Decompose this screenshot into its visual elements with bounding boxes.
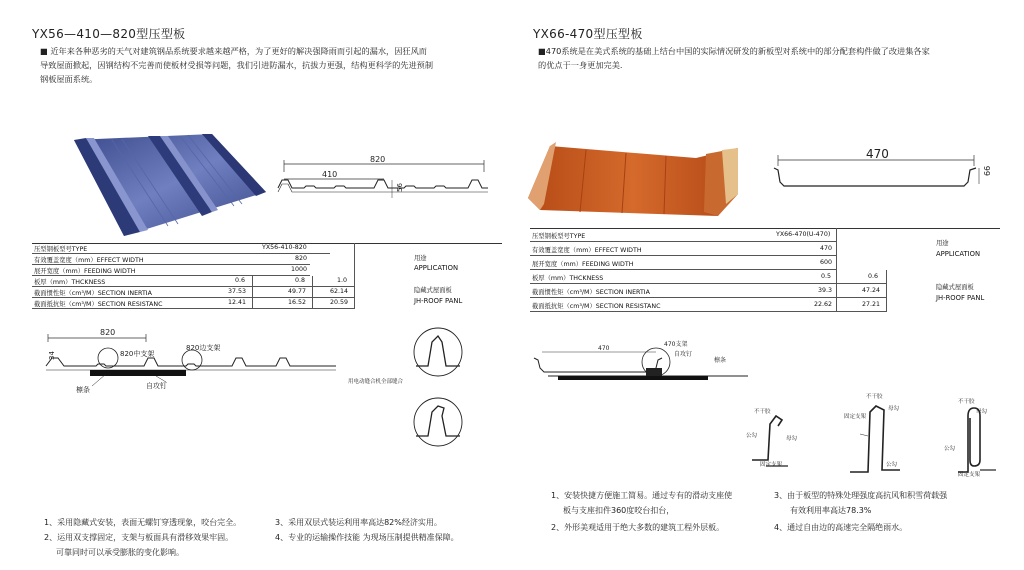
left-intro-line: 导致屋面掀起，因钢结构不完善而使板材受损等问题，我们引进防漏水，抗拔力更强，结构更科学的先进预制 bbox=[40, 60, 434, 70]
spec-resist-label: 截面抵抗矩（cm³/M）SECTION RESISTANC bbox=[34, 301, 163, 308]
yx66-seam-detail-c bbox=[944, 400, 1004, 480]
spec-inertia-label: 截面惯性矩（cm³/M）SECTION INERTIA bbox=[34, 290, 152, 297]
right-title: YX66-470型压型板 bbox=[533, 27, 643, 41]
spec-row-feeding: 展开宽度（mm）FEEDING WIDTH 600 bbox=[530, 256, 836, 270]
spec-row-thickness: 板厚（mm）THCKNESS 0.6 0.8 1.0 bbox=[32, 276, 354, 287]
left-note-3: 3、采用双层式装运利用率高达82%经济实用。 bbox=[275, 518, 442, 527]
install-height: 34 bbox=[48, 351, 56, 360]
spec-row-effect bbox=[32, 254, 310, 265]
seam-machine-note: 用电动缝合机全部缝合 bbox=[348, 379, 404, 385]
right-intro-line: ■470系统是在美式系统的基础上结台中国的实际情况研发的新板型对系统中的部分配套构件做了改进集各家 bbox=[538, 46, 930, 56]
seam-a-hook: 公勾 bbox=[746, 433, 758, 439]
right-note-1b: 板与支座扣件360度咬台扣台， bbox=[563, 506, 675, 515]
spec-thickness-label: 板厚（mm）THCKNESS bbox=[34, 279, 106, 286]
seam-b-male: 公勾 bbox=[886, 462, 898, 468]
seam-c-hook: 公勾 bbox=[944, 446, 956, 452]
profile-total-dim: 820 bbox=[370, 155, 386, 164]
spec-roof-en: JH-ROOF PANL bbox=[414, 297, 463, 305]
install470-bracket: 470支架 bbox=[664, 341, 688, 348]
left-intro bbox=[40, 44, 433, 86]
spec-use-cn: 用途 bbox=[414, 255, 427, 262]
spec-use-en: APPLICATION bbox=[414, 264, 459, 272]
spec-row-resist: 截面抵抗矩（cm³/M）SECTION RESISTANC 22.62 27.21 bbox=[530, 298, 886, 312]
profile-rib-dim: 410 bbox=[322, 170, 338, 179]
left-note-1: 1、采用隐藏式安装，表面无螺钉穿透现象，咬台完全。 bbox=[44, 518, 242, 527]
seam-c-female: 母勾 bbox=[976, 409, 988, 415]
yx56-seam-detail bbox=[402, 324, 474, 452]
spec-row-inertia: 截面惯性矩（cm³/M）SECTION INERTIA 37.53 49.77 62.14 bbox=[32, 287, 354, 298]
spec-row-thickness: 板厚（mm）THCKNESS 0.5 0.6 bbox=[530, 270, 886, 284]
profile-width-dim: 470 bbox=[866, 147, 889, 161]
install470-width: 470 bbox=[598, 345, 610, 352]
spec-row-model bbox=[32, 243, 330, 254]
left-note-2b: 可靠同时可以承受膨胀的变化影响。 bbox=[56, 548, 184, 557]
spec-row-effect: 有效覆盖宽度（mm）EFFECT WIDTH 470 bbox=[530, 242, 836, 256]
right-note-3: 3、由于板型的特殊处理强度高抗风和积雪荷载强 bbox=[774, 491, 948, 500]
left-intro-line: ■ 近年来各种恶劣的天气对建筑钢品系统要求越来越严格，为了更好的解决强降雨而引起的漏水，因狂风而 bbox=[40, 46, 427, 56]
yx56-spec-table bbox=[32, 243, 502, 313]
seam-a-no-bend: 不干胶 bbox=[754, 409, 771, 415]
install470-screw: 自攻钉 bbox=[674, 351, 693, 358]
right-intro bbox=[538, 44, 930, 72]
spec-feeding-value: 1000 bbox=[291, 266, 308, 273]
install-width: 820 bbox=[100, 328, 116, 337]
spec-row-feeding bbox=[32, 265, 310, 276]
seam-c-bracket: 固定支架 bbox=[958, 472, 981, 478]
right-note-4: 4、通过自由边的高速完全隔绝雨水。 bbox=[774, 523, 908, 532]
spec-model-label: 压型钢板型号TYPE bbox=[34, 246, 88, 253]
right-note-3b: 有效利用率高达78.3% bbox=[790, 506, 872, 515]
yx56-profile-drawing bbox=[274, 152, 504, 204]
left-note-4: 4、专业的运输操作技能 为现场压制提供精准保障。 bbox=[275, 533, 459, 542]
seam-a-bracket: 固定支架 bbox=[760, 462, 783, 468]
spec-roof-cn: 隐藏式屋面板 bbox=[414, 287, 452, 294]
spec-feeding-label: 展开宽度（mm）FEEDING WIDTH bbox=[34, 268, 136, 275]
left-intro-line: 钢板屋面系统。 bbox=[40, 74, 98, 84]
profile-height66-dim: 66 bbox=[983, 165, 992, 176]
install470-purlin: 檩条 bbox=[714, 357, 727, 364]
yx66-panel-image bbox=[526, 138, 748, 226]
yx66-spec-table: 压型钢板型号TYPE YX66-470(U-470) 有效覆盖宽度（mm）EFFECT WIDTH 470 展开宽度（mm）FEEDING WIDTH 600 板厚（mm）THCKNESS 0.5 0.6 截面惯性矩（cm³/M）SECTION INERTIA 39.3 47.24 截面抵抗矩（cm³/M）SECTION RESISTANC 22.62 27.21 用途 APPLICATION 隐藏式屋面板 JH-ROOF PANL bbox=[530, 228, 1000, 312]
yx56-panel-image bbox=[52, 132, 268, 238]
profile-height-dim: 56 bbox=[396, 183, 404, 192]
right-intro-line: 的优点于一身更加完美. bbox=[538, 60, 623, 70]
spec-row-resist: 截面抵抗矩（cm³/M）SECTION RESISTANC 12.41 16.52 20.59 bbox=[32, 298, 354, 309]
spec-effect-value: 820 bbox=[295, 255, 308, 262]
seam-a-female: 母勾 bbox=[786, 436, 798, 442]
install-purlin: 檩条 bbox=[76, 386, 90, 394]
spec-row-model: 压型钢板型号TYPE YX66-470(U-470) bbox=[530, 228, 836, 242]
yx66-install-diagram bbox=[528, 338, 768, 394]
spec-model-value: YX56-410-820 bbox=[262, 244, 307, 251]
install-screw: 自攻钉 bbox=[146, 382, 167, 390]
seam-b-female: 母勾 bbox=[888, 406, 900, 412]
spec-row-inertia: 截面惯性矩（cm³/M）SECTION INERTIA 39.3 47.24 bbox=[530, 284, 886, 298]
spec-effect-label: 有效覆盖宽度（mm）EFFECT WIDTH bbox=[34, 257, 144, 264]
seam-b-bracket: 固定支架 bbox=[844, 414, 867, 420]
left-title: YX56—410—820型压型板 bbox=[32, 27, 186, 41]
left-note-2: 2、运用双支撑固定，支架与板面具有滑移效果牢固。 bbox=[44, 533, 234, 542]
yx56-install-diagram bbox=[36, 324, 346, 398]
right-note-2: 2、外形美观适用于绝大多数的建筑工程外层板。 bbox=[551, 523, 725, 532]
right-note-1: 1、安装快捷方便施工简易。通过专有的滑动支座使 bbox=[551, 491, 733, 500]
seam-c-no-bend: 不干胶 bbox=[958, 399, 975, 405]
install-edge-bracket: 820边支架 bbox=[186, 344, 221, 352]
yx66-profile-drawing bbox=[770, 146, 992, 204]
seam-b-no-bend: 不干胶 bbox=[866, 394, 883, 400]
install-mid-bracket: 820中支架 bbox=[120, 350, 155, 358]
